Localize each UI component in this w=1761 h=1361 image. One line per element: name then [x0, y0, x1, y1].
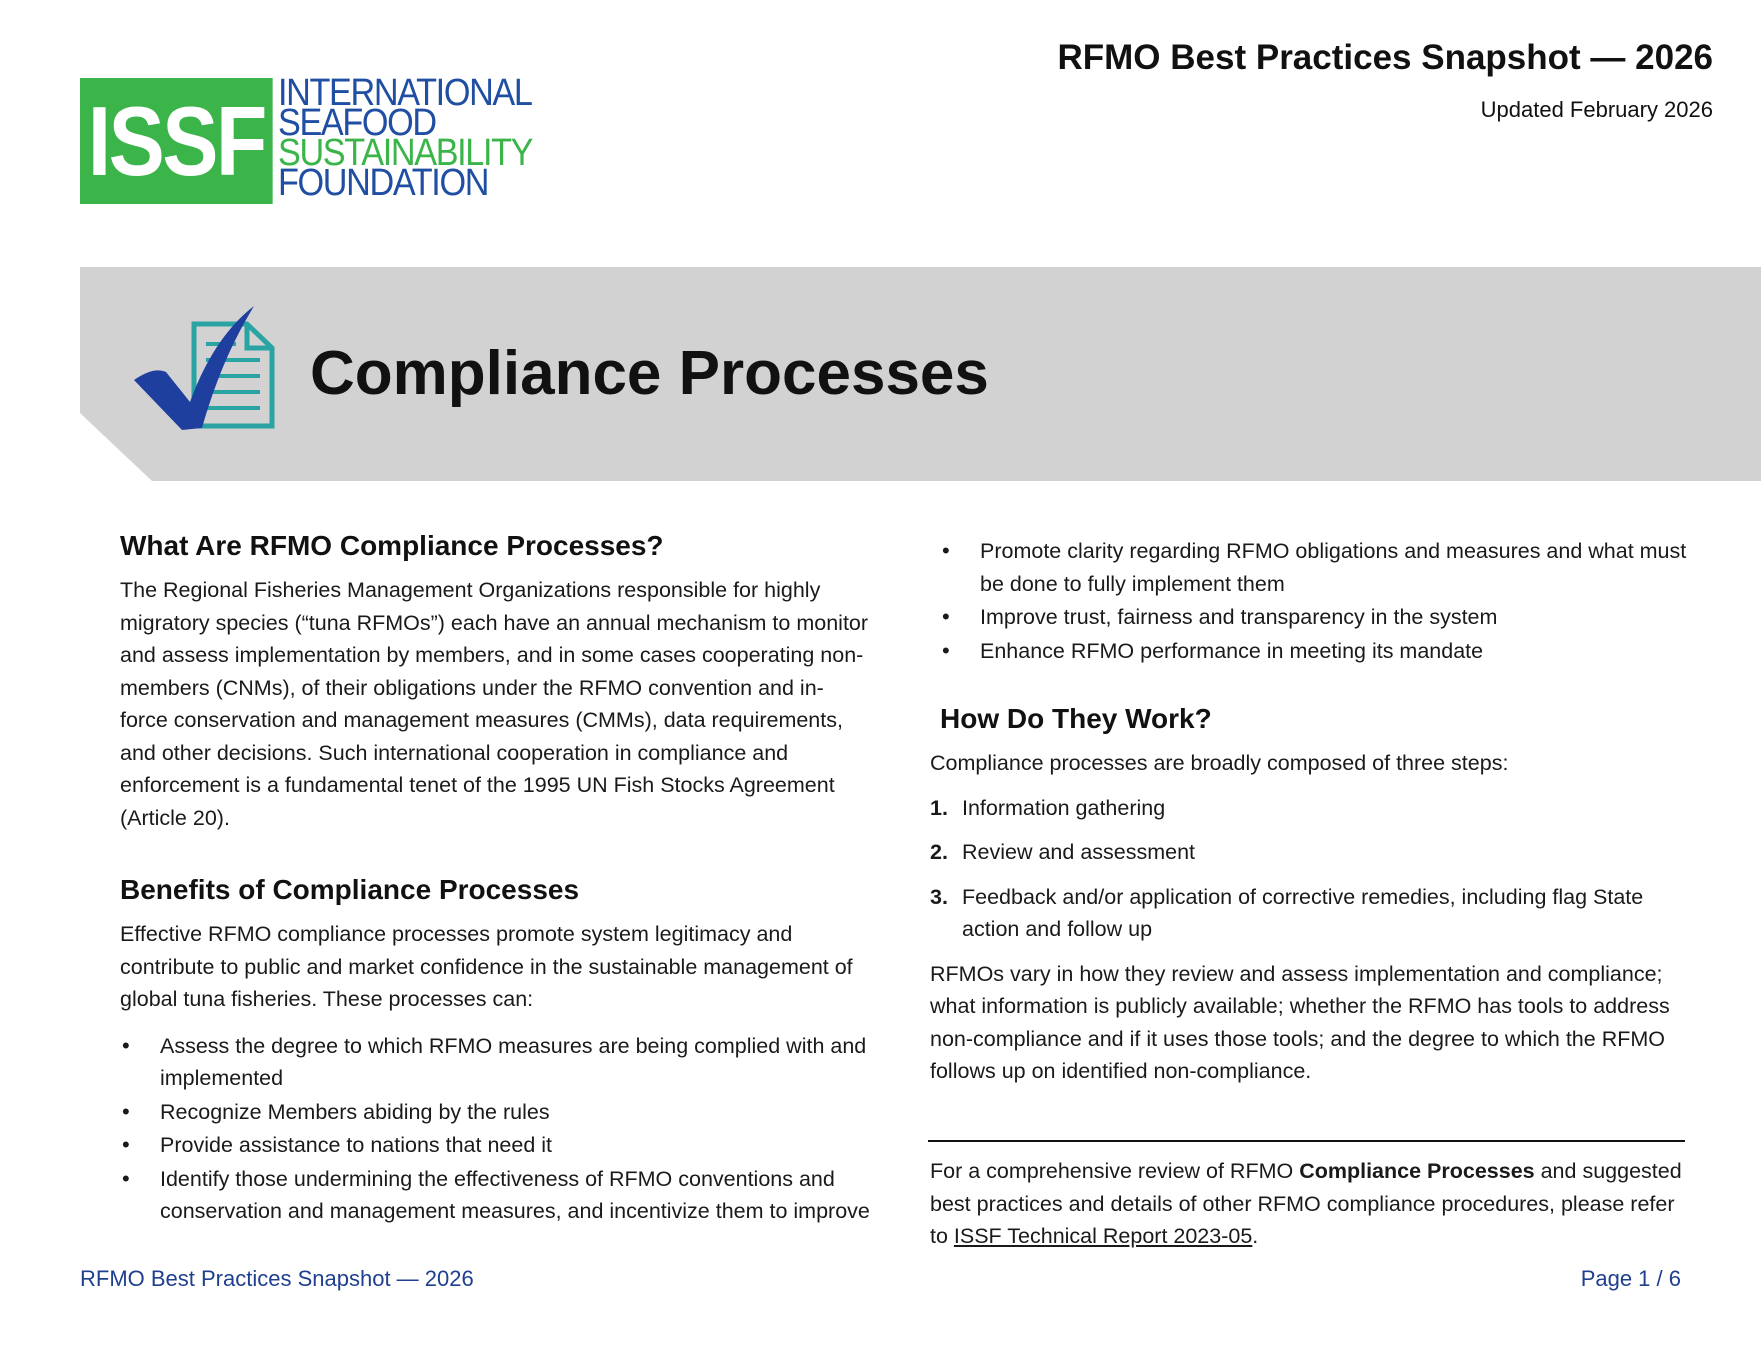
step-text: Review and assessment [962, 840, 1196, 864]
logo-mark: ISSF [80, 78, 273, 204]
step-text: Information gathering [962, 795, 1166, 820]
heading-what-are: What Are RFMO Compliance Processes? [120, 530, 664, 561]
logo-wordmark [278, 72, 533, 204]
heading-benefits: Benefits of Compliance Processes [120, 874, 580, 905]
technical-report-link[interactable]: ISSF Technical Report 2023-05 [953, 1224, 1253, 1248]
list-item [930, 836, 1705, 869]
divider [928, 1140, 1685, 1142]
paragraph-how-body: RFMOs vary in how they review and assess implementation and compliance; what information is publicly available; whether the RFMO has tools to address non-compliance and if it uses those tools; and the degree to which the RFMO follows up on identified non-compliance. [930, 961, 1670, 1083]
left-column [120, 530, 870, 1229]
right-column [930, 535, 1705, 1088]
issf-logo [80, 72, 570, 204]
logo-line-2: SEAFOOD [278, 102, 436, 144]
page-number: Page 1 / 6 [1580, 1266, 1681, 1291]
reference-note [930, 1155, 1690, 1253]
step-number: 2. [930, 840, 948, 864]
reference-suffix: . [1252, 1224, 1259, 1248]
footer-title: RFMO Best Practices Snapshot — 2026 [80, 1266, 474, 1291]
list-item: • Assess the degree to which RFMO measures are being complied with and implemented [120, 1030, 870, 1095]
list-item [930, 792, 1705, 825]
updated-date: Updated February 2026 [1480, 97, 1713, 122]
steps-list [930, 792, 1705, 946]
list-item: • Promote clarity regarding RFMO obligations and measures and what must be done to fully implement them [940, 535, 1705, 600]
step-text: Feedback and/or application of corrective remedies, including flag State action and follow up [962, 884, 1644, 941]
heading-how-work: How Do They Work? [940, 703, 1212, 734]
page-title: Compliance Processes [310, 339, 989, 408]
reference-prefix: For a comprehensive review of RFMO [930, 1159, 1300, 1183]
reference-middle: and suggested best practices and details of other RFMO compliance procedures, please refer to [930, 1159, 1682, 1248]
list-item: • Provide assistance to nations that need it [120, 1129, 870, 1162]
logo-line-1: INTERNATIONAL [278, 72, 532, 114]
paragraph-what-are: The Regional Fisheries Management Organizations responsible for highly migratory species (“tuna RFMOs”) each have an annual mechanism to monitor and assess implementation by members, and in some cases cooperating non-members (CNMs), of their obligations under the RFMO convention and in-force conservation and management measures (CMMs), data requirements, and other decisions. Such international cooperation in compliance and enforcement is a fundamental tenet of the 1995 UN Fish Stocks Agreement (Article 20). [120, 578, 869, 830]
list-item: • Improve trust, fairness and transparency in the system [940, 601, 1705, 634]
step-number: 1. [930, 795, 948, 820]
list-item [930, 881, 1705, 946]
logo-line-4: FOUNDATION [278, 162, 489, 204]
paragraph-how-intro: Compliance processes are broadly composed of three steps: [930, 751, 1509, 775]
reference-bold: Compliance Processes [1299, 1159, 1535, 1183]
benefits-list-continued [940, 535, 1705, 667]
list-item: • Recognize Members abiding by the rules [120, 1096, 870, 1129]
step-number: 3. [930, 884, 948, 909]
list-item: • Identify those undermining the effectiveness of RFMO conventions and conservation and management measures, and incentivize them to improve [120, 1163, 870, 1228]
checkmark-document-icon [132, 302, 282, 432]
paragraph-benefits: Effective RFMO compliance processes promote system legitimacy and contribute to public and market confidence in the sustainable management of global tuna fisheries. These processes can: [120, 922, 853, 1011]
document-title: RFMO Best Practices Snapshot — 2026 [1057, 38, 1713, 77]
benefits-list [120, 1030, 870, 1228]
logo-line-3: SUSTAINABILITY [278, 132, 533, 174]
list-item: • Enhance RFMO performance in meeting its mandate [940, 635, 1705, 668]
